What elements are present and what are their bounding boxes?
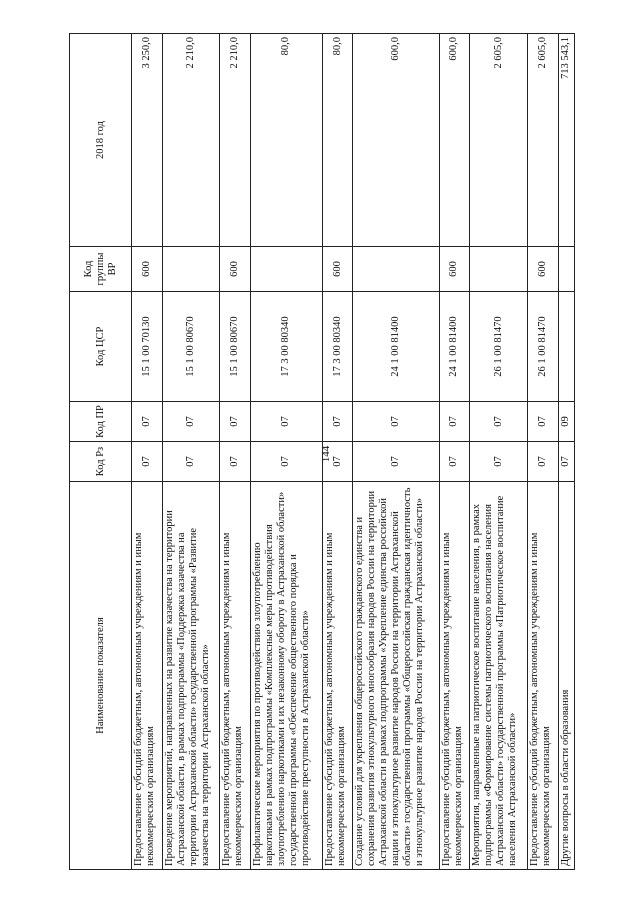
budget-table <box>69 33 575 870</box>
row-pr: 07 <box>353 402 439 442</box>
row-name: Проведение мероприятий, направленных на развитие казачества на территории Астраханской области, в рамках подпрограммы «Поддержка казачества на территории Астраханской области» государственной программы «Развитие казачества на территории Астраханской области» <box>162 482 219 870</box>
row-name: Предоставление субсидий бюджетным, автономным учреждениям и иным некоммерческим организациям <box>132 482 163 870</box>
row-csr: 17 3 00 80340 <box>322 292 353 402</box>
row-rz: 07 <box>470 442 527 482</box>
table-row <box>220 34 251 870</box>
row-value: 600,0 <box>353 34 439 247</box>
row-value: 2 210,0 <box>220 34 251 247</box>
row-pr: 07 <box>439 402 470 442</box>
row-value: 80,0 <box>250 34 322 247</box>
table-row <box>527 34 558 870</box>
row-rz: 07 <box>527 442 558 482</box>
row-vr: 600 <box>132 247 163 292</box>
row-rz: 07 <box>220 442 251 482</box>
table-row <box>162 34 219 870</box>
page-number: 144 <box>320 445 332 463</box>
row-pr: 09 <box>558 402 575 442</box>
table-row <box>558 34 575 870</box>
row-vr: 600 <box>527 247 558 292</box>
row-csr: 17 3 00 80340 <box>250 292 322 402</box>
row-value: 2 210,0 <box>162 34 219 247</box>
row-rz: 07 <box>353 442 439 482</box>
row-pr: 07 <box>527 402 558 442</box>
header-pr: Код ПР <box>70 402 132 442</box>
row-rz: 07 <box>250 442 322 482</box>
row-name: Другие вопросы в области образования <box>558 482 575 870</box>
table-row <box>439 34 470 870</box>
header-csr: Код ЦСР <box>70 292 132 402</box>
row-csr: 24 1 00 81400 <box>353 292 439 402</box>
row-vr: 600 <box>439 247 470 292</box>
budget-table-container <box>69 34 575 870</box>
row-name: Создание условий для укрепления общероссийского гражданского единства и сохранения развития этнокультурного многообразия народов России на территории Астраханской области в рамках подпрограммы «Укрепление единства российской нации и этнокультурное развитие народов России на территории Астраханской области» государственной программы «Общероссийская гражданская идентичность и этнокультурное развитие народов России на территории Астраханской области» <box>353 482 439 870</box>
row-rz: 07 <box>558 442 575 482</box>
row-vr: 600 <box>322 247 353 292</box>
table-row <box>132 34 163 870</box>
row-pr: 07 <box>470 402 527 442</box>
row-rz: 07 <box>439 442 470 482</box>
row-pr: 07 <box>162 402 219 442</box>
row-vr: 600 <box>220 247 251 292</box>
table-row <box>250 34 322 870</box>
row-pr: 07 <box>322 402 353 442</box>
row-rz: 07 <box>132 442 163 482</box>
table-row <box>353 34 439 870</box>
row-csr: 24 1 00 81400 <box>439 292 470 402</box>
row-name: Предоставление субсидий бюджетным, автономным учреждениям и иным некоммерческим организациям <box>527 482 558 870</box>
header-name: Наименование показателя <box>70 482 132 870</box>
row-csr: 15 1 00 80670 <box>162 292 219 402</box>
row-vr <box>162 247 219 292</box>
row-rz: 07 <box>322 442 353 482</box>
row-csr: 15 1 00 80670 <box>220 292 251 402</box>
row-vr <box>353 247 439 292</box>
row-csr: 26 1 00 81470 <box>527 292 558 402</box>
table-header-row <box>70 34 132 870</box>
row-name: Предоставление субсидий бюджетным, автономным учреждениям и иным некоммерческим организациям <box>439 482 470 870</box>
row-name: Мероприятия, направленные на патриотическое воспитание населения, в рамках подпрограммы «Формирование системы патриотического воспитания населения Астраханской области» государственной программы «Патриотическое воспитание населения Астраханской области» <box>470 482 527 870</box>
row-pr: 07 <box>250 402 322 442</box>
row-value: 3 250,0 <box>132 34 163 247</box>
row-csr: 26 1 00 81470 <box>470 292 527 402</box>
row-vr <box>558 247 575 292</box>
table-row <box>470 34 527 870</box>
row-name: Профилактические мероприятия по противодействию злоупотреблению наркотиками в рамках подпрограммы «Комплексные меры противодействия злоупотреблению наркотиками и их незаконному обороту в Астраханской области» государственной программы «Обеспечение общественного порядка и противодействие преступности в Астраханской области» <box>250 482 322 870</box>
row-csr <box>558 292 575 402</box>
row-value: 600,0 <box>439 34 470 247</box>
row-csr: 15 1 00 70130 <box>132 292 163 402</box>
row-pr: 07 <box>220 402 251 442</box>
row-value: 2 605,0 <box>470 34 527 247</box>
row-vr <box>250 247 322 292</box>
row-name: Предоставление субсидий бюджетным, автономным учреждениям и иным некоммерческим организациям <box>322 482 353 870</box>
header-year: 2018 год <box>70 34 132 247</box>
row-value: 80,0 <box>322 34 353 247</box>
table-row <box>322 34 353 870</box>
row-value: 2 605,0 <box>527 34 558 247</box>
row-value: 713 543,1 <box>558 34 575 247</box>
header-rz: Код Рз <box>70 442 132 482</box>
row-vr <box>470 247 527 292</box>
row-rz: 07 <box>162 442 219 482</box>
header-vr: Код группы ВР <box>70 247 132 292</box>
row-pr: 07 <box>132 402 163 442</box>
row-name: Предоставление субсидий бюджетным, автономным учреждениям и иным некоммерческим организациям <box>220 482 251 870</box>
